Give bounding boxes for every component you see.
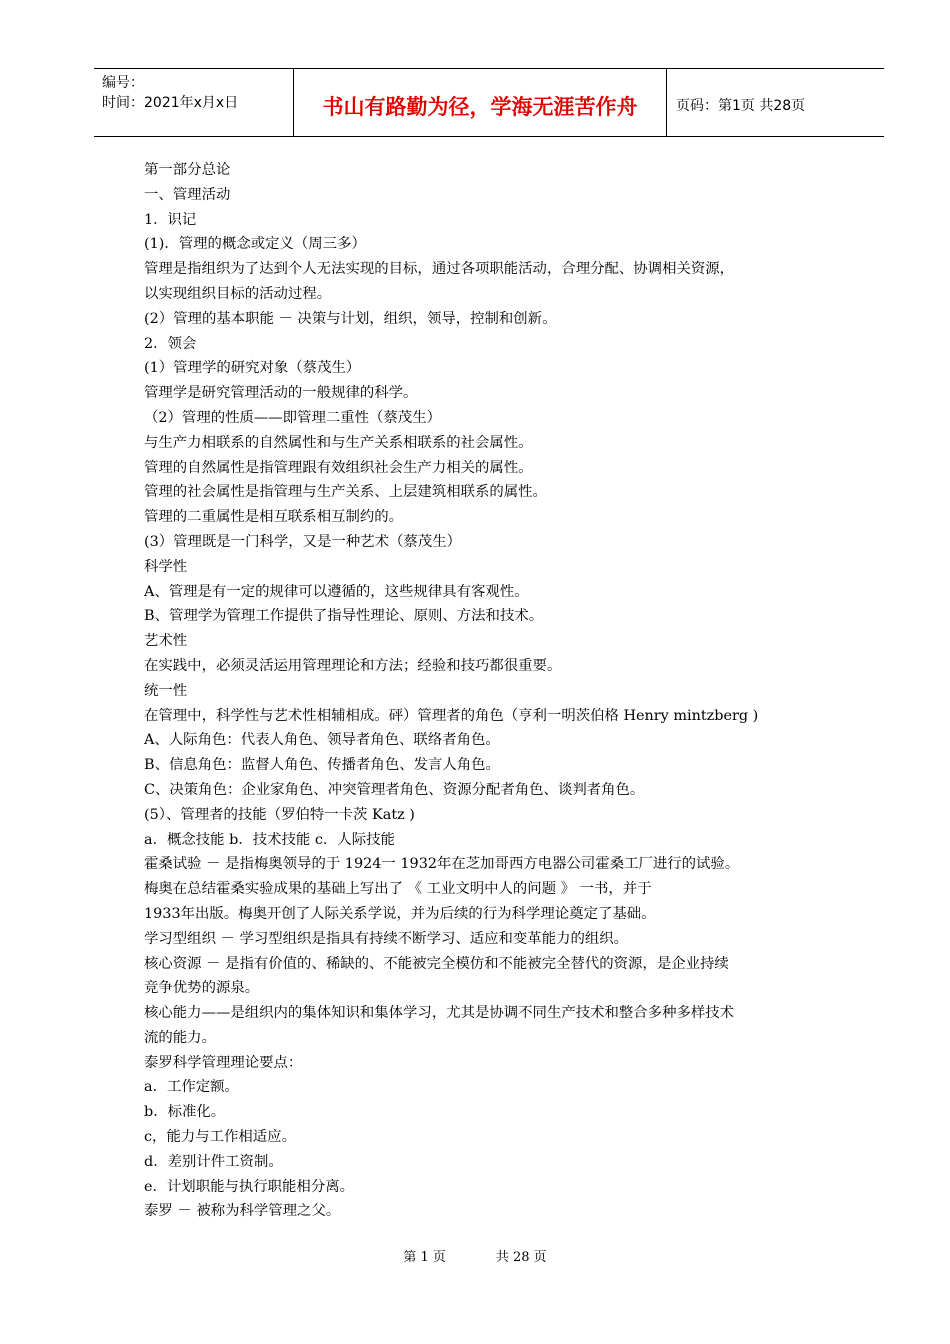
body-line: (1)．管理的概念或定义（周三多） — [144, 236, 366, 253]
body-line: 1933年出版。梅奥开创了人际关系学说，并为后续的行为科学理论奠定了基础。 — [144, 905, 656, 922]
body-line: 霍桑试验 － 是指梅奥领导的于 1924一 1932年在芝加哥西方电器公司霍桑工厂进行的试验。 — [144, 856, 740, 873]
header-meta-cell — [94, 69, 294, 136]
header-page-cell — [667, 69, 884, 136]
body-line: 统一性 — [144, 682, 188, 699]
body-line: (1）管理学的研究对象（蔡茂生） — [144, 360, 361, 377]
body-line: 一、管理活动 — [144, 186, 231, 203]
body-line: 核心能力——是组织内的集体知识和集体学习，尤其是协调不同生产技术和整合多种多样技术 — [144, 1005, 735, 1022]
document-body — [144, 158, 864, 1224]
body-line: d．差别计件工资制。 — [144, 1153, 283, 1170]
header-number-label: 编号： — [102, 75, 144, 91]
body-line: 管理的二重属性是相互联系相互制约的。 — [144, 509, 404, 526]
page-footer — [0, 1246, 950, 1265]
body-line: B、信息角色：监督人角色、传播者角色、发言人角色。 — [144, 757, 500, 774]
body-line: A、管理是有一定的规律可以遵循的，这些规律具有客观性。 — [144, 583, 529, 600]
body-line: 泰罗 － 被称为科学管理之父。 — [144, 1203, 341, 1220]
body-line: C、决策角色：企业家角色、冲突管理者角色、资源分配者角色、谈判者角色。 — [144, 781, 645, 798]
body-line: 2．领会 — [144, 335, 197, 352]
header-motto: 书山有路勤为径，学海无涯苦作舟 — [322, 95, 638, 119]
header-time: 时间：2021年x月x日 — [102, 95, 239, 111]
body-line: (5）、管理者的技能（罗伯特一卡茨 Katz ) — [144, 806, 415, 823]
body-line: 管理的社会属性是指管理与生产关系、上层建筑相联系的属性。 — [144, 484, 547, 501]
body-line: 科学性 — [144, 558, 188, 575]
body-line: c，能力与工作相适应。 — [144, 1129, 296, 1146]
body-line: 在实践中，必须灵活运用管理理论和方法；经验和技巧都很重要。 — [144, 657, 562, 674]
body-line: 1．识记 — [144, 211, 197, 228]
body-line: a．概念技能 b．技术技能 c．人际技能 — [144, 831, 395, 848]
body-line: 以实现组织目标的活动过程。 — [144, 285, 332, 302]
body-line: e．计划职能与执行职能相分离。 — [144, 1178, 354, 1195]
body-line: (3）管理既是一门科学，又是一种艺术（蔡茂生） — [144, 533, 461, 550]
header-page-info: 页码：第1页 共28页 — [676, 98, 806, 114]
body-line: 管理学是研究管理活动的一般规律的科学。 — [144, 385, 418, 402]
body-line: a．工作定额。 — [144, 1079, 239, 1096]
body-line: 在管理中，科学性与艺术性相辅相成。砰）管理者的角色（亨利一明茨伯格 Henry mintzberg ) — [144, 707, 759, 724]
footer-page-total: 共 28 页 — [495, 1250, 547, 1265]
body-line: 第一部分总论 — [144, 162, 231, 178]
body-line: 泰罗科学管理理论要点： — [144, 1054, 303, 1071]
body-line: 管理的自然属性是指管理跟有效组织社会生产力相关的属性。 — [144, 459, 533, 476]
header-motto-cell — [294, 69, 667, 136]
body-line: 竞争优势的源泉。 — [144, 980, 260, 997]
body-line: （2）管理的性质——即管理二重性（蔡茂生） — [144, 409, 441, 426]
body-line: 艺术性 — [144, 633, 188, 650]
document-header — [94, 68, 884, 137]
body-line: 与生产力相联系的自然属性和与生产关系相联系的社会属性。 — [144, 434, 533, 451]
body-line: (2）管理的基本职能 － 决策与计划，组织，领导，控制和创新。 — [144, 310, 557, 327]
body-line: 流的能力。 — [144, 1029, 216, 1046]
body-line: B、管理学为管理工作提供了指导性理论、原则、方法和技术。 — [144, 608, 544, 625]
body-line: b．标准化。 — [144, 1104, 226, 1121]
footer-page-current: 第 1 页 — [403, 1250, 446, 1265]
body-line: 梅奥在总结霍桑实验成果的基础上写出了 《 工业文明中人的问题 》 一书，并于 — [144, 881, 652, 898]
body-line: A、人际角色：代表人角色、领导者角色、联络者角色。 — [144, 732, 500, 749]
body-line: 学习型组织 － 学习型组织是指具有持续不断学习、适应和变革能力的组织。 — [144, 930, 629, 947]
body-line: 管理是指组织为了达到个人无法实现的目标，通过各项职能活动，合理分配、协调相关资源， — [144, 261, 735, 278]
body-line: 核心资源 － 是指有价值的、稀缺的、不能被完全模仿和不能被完全替代的资源，是企业持续 — [144, 955, 729, 972]
